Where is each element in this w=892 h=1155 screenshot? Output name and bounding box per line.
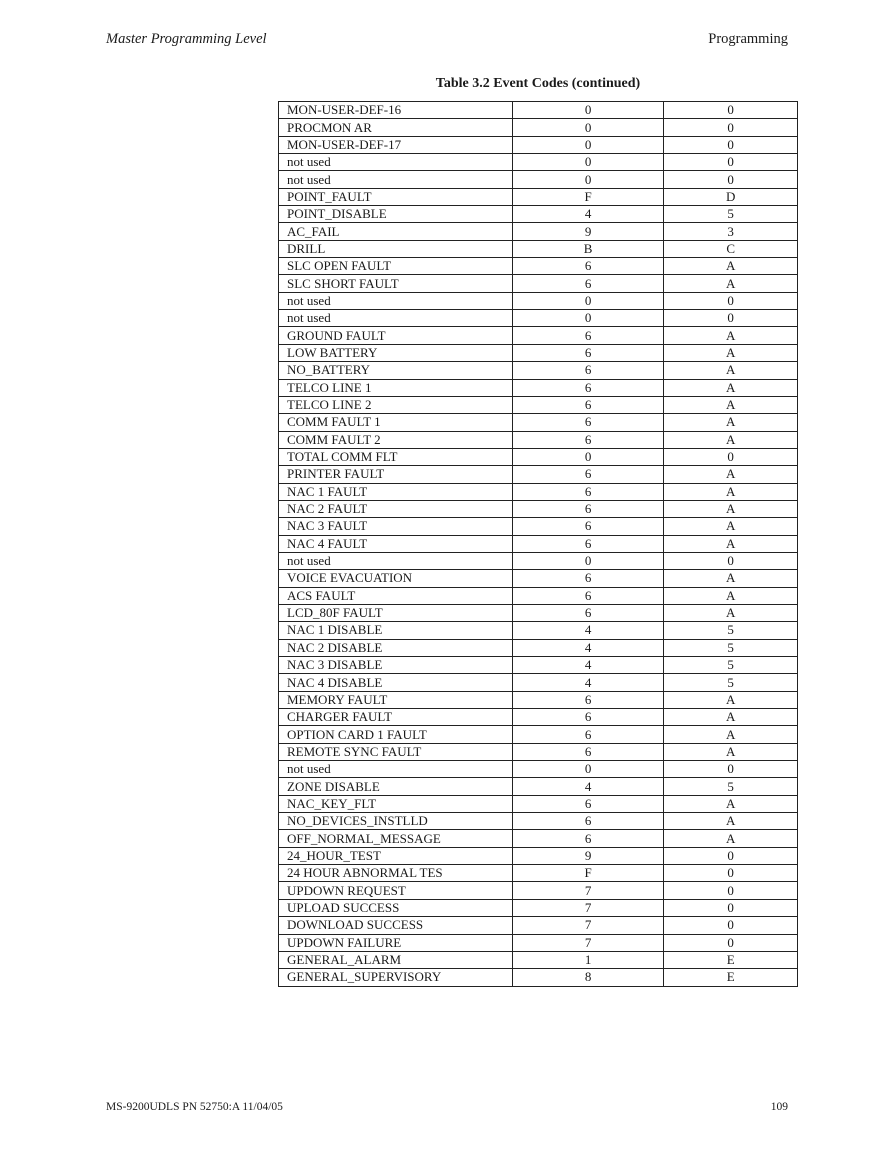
code-digit-2-cell: 0	[664, 154, 798, 171]
code-digit-1-cell: 4	[512, 206, 664, 223]
table-row	[279, 119, 798, 136]
code-digit-2-cell: A	[664, 500, 798, 517]
table-row	[279, 587, 798, 604]
event-name-cell: REMOTE SYNC FAULT	[279, 743, 513, 760]
table-row	[279, 639, 798, 656]
table-row	[279, 154, 798, 171]
event-name-cell: DOWNLOAD SUCCESS	[279, 917, 513, 934]
event-name-cell: UPDOWN FAILURE	[279, 934, 513, 951]
event-name-cell: not used	[279, 292, 513, 309]
code-digit-2-cell: A	[664, 518, 798, 535]
code-digit-2-cell: 5	[664, 674, 798, 691]
code-digit-2-cell: 0	[664, 119, 798, 136]
event-name-cell: UPDOWN REQUEST	[279, 882, 513, 899]
table-row	[279, 570, 798, 587]
footer-document-id: MS-9200UDLS PN 52750:A 11/04/05	[106, 1101, 283, 1113]
code-digit-2-cell: 0	[664, 292, 798, 309]
code-digit-1-cell: 7	[512, 917, 664, 934]
code-digit-2-cell: 5	[664, 778, 798, 795]
event-name-cell: MON-USER-DEF-16	[279, 102, 513, 119]
table-row	[279, 951, 798, 968]
table-row	[279, 327, 798, 344]
table-row	[279, 379, 798, 396]
code-digit-1-cell: F	[512, 865, 664, 882]
code-digit-1-cell: 6	[512, 830, 664, 847]
code-digit-1-cell: 0	[512, 448, 664, 465]
table-row	[279, 396, 798, 413]
code-digit-2-cell: 0	[664, 171, 798, 188]
event-name-cell: NAC 4 FAULT	[279, 535, 513, 552]
page-number: 109	[770, 1101, 788, 1113]
code-digit-1-cell: 4	[512, 622, 664, 639]
event-name-cell: TOTAL COMM FLT	[279, 448, 513, 465]
event-name-cell: COMM FAULT 1	[279, 414, 513, 431]
code-digit-2-cell: E	[664, 969, 798, 986]
code-digit-2-cell: A	[664, 795, 798, 812]
event-name-cell: 24_HOUR_TEST	[279, 847, 513, 864]
code-digit-2-cell: A	[664, 396, 798, 413]
table-row	[279, 622, 798, 639]
code-digit-1-cell: 6	[512, 327, 664, 344]
table-row	[279, 934, 798, 951]
code-digit-2-cell: 0	[664, 448, 798, 465]
code-digit-2-cell: 0	[664, 882, 798, 899]
event-name-cell: NAC 2 FAULT	[279, 500, 513, 517]
table-row	[279, 899, 798, 916]
code-digit-2-cell: A	[664, 691, 798, 708]
event-name-cell: TELCO LINE 2	[279, 396, 513, 413]
table-row	[279, 969, 798, 986]
table-row	[279, 552, 798, 569]
code-digit-1-cell: 1	[512, 951, 664, 968]
event-name-cell: NAC 1 FAULT	[279, 483, 513, 500]
code-digit-1-cell: 6	[512, 518, 664, 535]
code-digit-1-cell: 6	[512, 396, 664, 413]
code-digit-1-cell: 0	[512, 154, 664, 171]
table-row	[279, 102, 798, 119]
code-digit-1-cell: F	[512, 188, 664, 205]
code-digit-2-cell: A	[664, 379, 798, 396]
event-name-cell: not used	[279, 761, 513, 778]
table-row	[279, 344, 798, 361]
table-row	[279, 830, 798, 847]
code-digit-1-cell: 6	[512, 709, 664, 726]
event-name-cell: SLC OPEN FAULT	[279, 258, 513, 275]
code-digit-2-cell: A	[664, 275, 798, 292]
code-digit-1-cell: 0	[512, 136, 664, 153]
event-name-cell: UPLOAD SUCCESS	[279, 899, 513, 916]
event-name-cell: CHARGER FAULT	[279, 709, 513, 726]
code-digit-1-cell: 6	[512, 813, 664, 830]
table-row	[279, 882, 798, 899]
code-digit-1-cell: 6	[512, 258, 664, 275]
code-digit-1-cell: 6	[512, 466, 664, 483]
code-digit-2-cell: A	[664, 726, 798, 743]
table-row	[279, 292, 798, 309]
event-name-cell: TELCO LINE 1	[279, 379, 513, 396]
table-row	[279, 604, 798, 621]
event-name-cell: NAC_KEY_FLT	[279, 795, 513, 812]
code-digit-2-cell: A	[664, 466, 798, 483]
table-row	[279, 795, 798, 812]
event-name-cell: PRINTER FAULT	[279, 466, 513, 483]
table-row	[279, 362, 798, 379]
table-row	[279, 258, 798, 275]
code-digit-2-cell: A	[664, 587, 798, 604]
table-row	[279, 275, 798, 292]
code-digit-1-cell: 6	[512, 414, 664, 431]
table-row	[279, 448, 798, 465]
event-name-cell: NAC 2 DISABLE	[279, 639, 513, 656]
table-row	[279, 865, 798, 882]
event-name-cell: PROCMON AR	[279, 119, 513, 136]
event-name-cell: 24 HOUR ABNORMAL TES	[279, 865, 513, 882]
event-name-cell: LCD_80F FAULT	[279, 604, 513, 621]
event-name-cell: not used	[279, 552, 513, 569]
table-row	[279, 709, 798, 726]
table-row	[279, 240, 798, 257]
code-digit-1-cell: 6	[512, 344, 664, 361]
table-row	[279, 136, 798, 153]
table-row	[279, 414, 798, 431]
table-row	[279, 310, 798, 327]
event-name-cell: MEMORY FAULT	[279, 691, 513, 708]
event-name-cell: OPTION CARD 1 FAULT	[279, 726, 513, 743]
code-digit-1-cell: 8	[512, 969, 664, 986]
table-row	[279, 535, 798, 552]
code-digit-1-cell: 6	[512, 483, 664, 500]
code-digit-1-cell: 6	[512, 743, 664, 760]
event-name-cell: ACS FAULT	[279, 587, 513, 604]
event-name-cell: NAC 1 DISABLE	[279, 622, 513, 639]
table-row	[279, 206, 798, 223]
code-digit-2-cell: 0	[664, 899, 798, 916]
event-name-cell: GENERAL_ALARM	[279, 951, 513, 968]
code-digit-1-cell: 7	[512, 934, 664, 951]
event-name-cell: ZONE DISABLE	[279, 778, 513, 795]
event-name-cell: NAC 4 DISABLE	[279, 674, 513, 691]
event-name-cell: GENERAL_SUPERVISORY	[279, 969, 513, 986]
code-digit-2-cell: 0	[664, 552, 798, 569]
event-name-cell: OFF_NORMAL_MESSAGE	[279, 830, 513, 847]
code-digit-1-cell: 6	[512, 379, 664, 396]
code-digit-1-cell: 7	[512, 899, 664, 916]
code-digit-2-cell: A	[664, 743, 798, 760]
table-row	[279, 778, 798, 795]
code-digit-1-cell: 6	[512, 691, 664, 708]
code-digit-2-cell: 0	[664, 847, 798, 864]
code-digit-2-cell: A	[664, 362, 798, 379]
code-digit-2-cell: A	[664, 570, 798, 587]
event-name-cell: NO_BATTERY	[279, 362, 513, 379]
code-digit-2-cell: A	[664, 414, 798, 431]
code-digit-1-cell: 4	[512, 778, 664, 795]
table-row	[279, 847, 798, 864]
event-name-cell: MON-USER-DEF-17	[279, 136, 513, 153]
event-name-cell: SLC SHORT FAULT	[279, 275, 513, 292]
code-digit-1-cell: B	[512, 240, 664, 257]
table-row	[279, 726, 798, 743]
code-digit-2-cell: A	[664, 431, 798, 448]
code-digit-1-cell: 9	[512, 223, 664, 240]
code-digit-1-cell: 4	[512, 674, 664, 691]
event-name-cell: POINT_DISABLE	[279, 206, 513, 223]
code-digit-2-cell: 0	[664, 761, 798, 778]
code-digit-2-cell: 5	[664, 622, 798, 639]
table-row	[279, 813, 798, 830]
code-digit-2-cell: 0	[664, 102, 798, 119]
event-name-cell: VOICE EVACUATION	[279, 570, 513, 587]
event-codes-body	[279, 102, 798, 987]
code-digit-1-cell: 0	[512, 310, 664, 327]
code-digit-1-cell: 4	[512, 639, 664, 656]
code-digit-2-cell: A	[664, 483, 798, 500]
table-title: Table 3.2 Event Codes (continued)	[435, 76, 641, 91]
table-row	[279, 223, 798, 240]
table-row	[279, 500, 798, 517]
event-name-cell: AC_FAIL	[279, 223, 513, 240]
code-digit-1-cell: 6	[512, 535, 664, 552]
code-digit-1-cell: 6	[512, 275, 664, 292]
code-digit-2-cell: 0	[664, 865, 798, 882]
event-name-cell: GROUND FAULT	[279, 327, 513, 344]
code-digit-2-cell: A	[664, 258, 798, 275]
code-digit-2-cell: 0	[664, 310, 798, 327]
code-digit-1-cell: 6	[512, 587, 664, 604]
code-digit-2-cell: D	[664, 188, 798, 205]
table-row	[279, 431, 798, 448]
code-digit-1-cell: 0	[512, 292, 664, 309]
code-digit-1-cell: 0	[512, 102, 664, 119]
event-name-cell: not used	[279, 154, 513, 171]
code-digit-1-cell: 4	[512, 657, 664, 674]
code-digit-2-cell: A	[664, 813, 798, 830]
code-digit-2-cell: 0	[664, 934, 798, 951]
code-digit-2-cell: 0	[664, 136, 798, 153]
code-digit-1-cell: 6	[512, 795, 664, 812]
code-digit-2-cell: E	[664, 951, 798, 968]
event-name-cell: NAC 3 FAULT	[279, 518, 513, 535]
code-digit-1-cell: 0	[512, 171, 664, 188]
table-row	[279, 188, 798, 205]
table-row	[279, 691, 798, 708]
code-digit-2-cell: A	[664, 604, 798, 621]
code-digit-2-cell: A	[664, 830, 798, 847]
code-digit-2-cell: A	[664, 709, 798, 726]
event-name-cell: NO_DEVICES_INSTLLD	[279, 813, 513, 830]
event-name-cell: POINT_FAULT	[279, 188, 513, 205]
code-digit-2-cell: 5	[664, 206, 798, 223]
code-digit-2-cell: A	[664, 344, 798, 361]
event-name-cell: NAC 3 DISABLE	[279, 657, 513, 674]
code-digit-1-cell: 6	[512, 726, 664, 743]
code-digit-1-cell: 0	[512, 761, 664, 778]
table-row	[279, 743, 798, 760]
code-digit-2-cell: 5	[664, 657, 798, 674]
code-digit-1-cell: 6	[512, 362, 664, 379]
event-codes-table	[278, 101, 798, 987]
table-row	[279, 917, 798, 934]
code-digit-1-cell: 7	[512, 882, 664, 899]
table-row	[279, 483, 798, 500]
table-row	[279, 171, 798, 188]
code-digit-1-cell: 0	[512, 119, 664, 136]
event-name-cell: DRILL	[279, 240, 513, 257]
code-digit-2-cell: 5	[664, 639, 798, 656]
code-digit-2-cell: 0	[664, 917, 798, 934]
event-name-cell: LOW BATTERY	[279, 344, 513, 361]
code-digit-1-cell: 6	[512, 604, 664, 621]
code-digit-1-cell: 9	[512, 847, 664, 864]
table-row	[279, 466, 798, 483]
code-digit-2-cell: A	[664, 327, 798, 344]
event-name-cell: not used	[279, 310, 513, 327]
table-row	[279, 657, 798, 674]
code-digit-2-cell: A	[664, 535, 798, 552]
table-row	[279, 674, 798, 691]
table-row	[279, 761, 798, 778]
running-header-section: Master Programming Level	[106, 31, 267, 47]
code-digit-1-cell: 6	[512, 500, 664, 517]
event-name-cell: COMM FAULT 2	[279, 431, 513, 448]
event-name-cell: not used	[279, 171, 513, 188]
code-digit-2-cell: 3	[664, 223, 798, 240]
code-digit-1-cell: 0	[512, 552, 664, 569]
code-digit-2-cell: C	[664, 240, 798, 257]
code-digit-1-cell: 6	[512, 431, 664, 448]
code-digit-1-cell: 6	[512, 570, 664, 587]
running-header-chapter: Programming	[708, 31, 788, 47]
table-row	[279, 518, 798, 535]
